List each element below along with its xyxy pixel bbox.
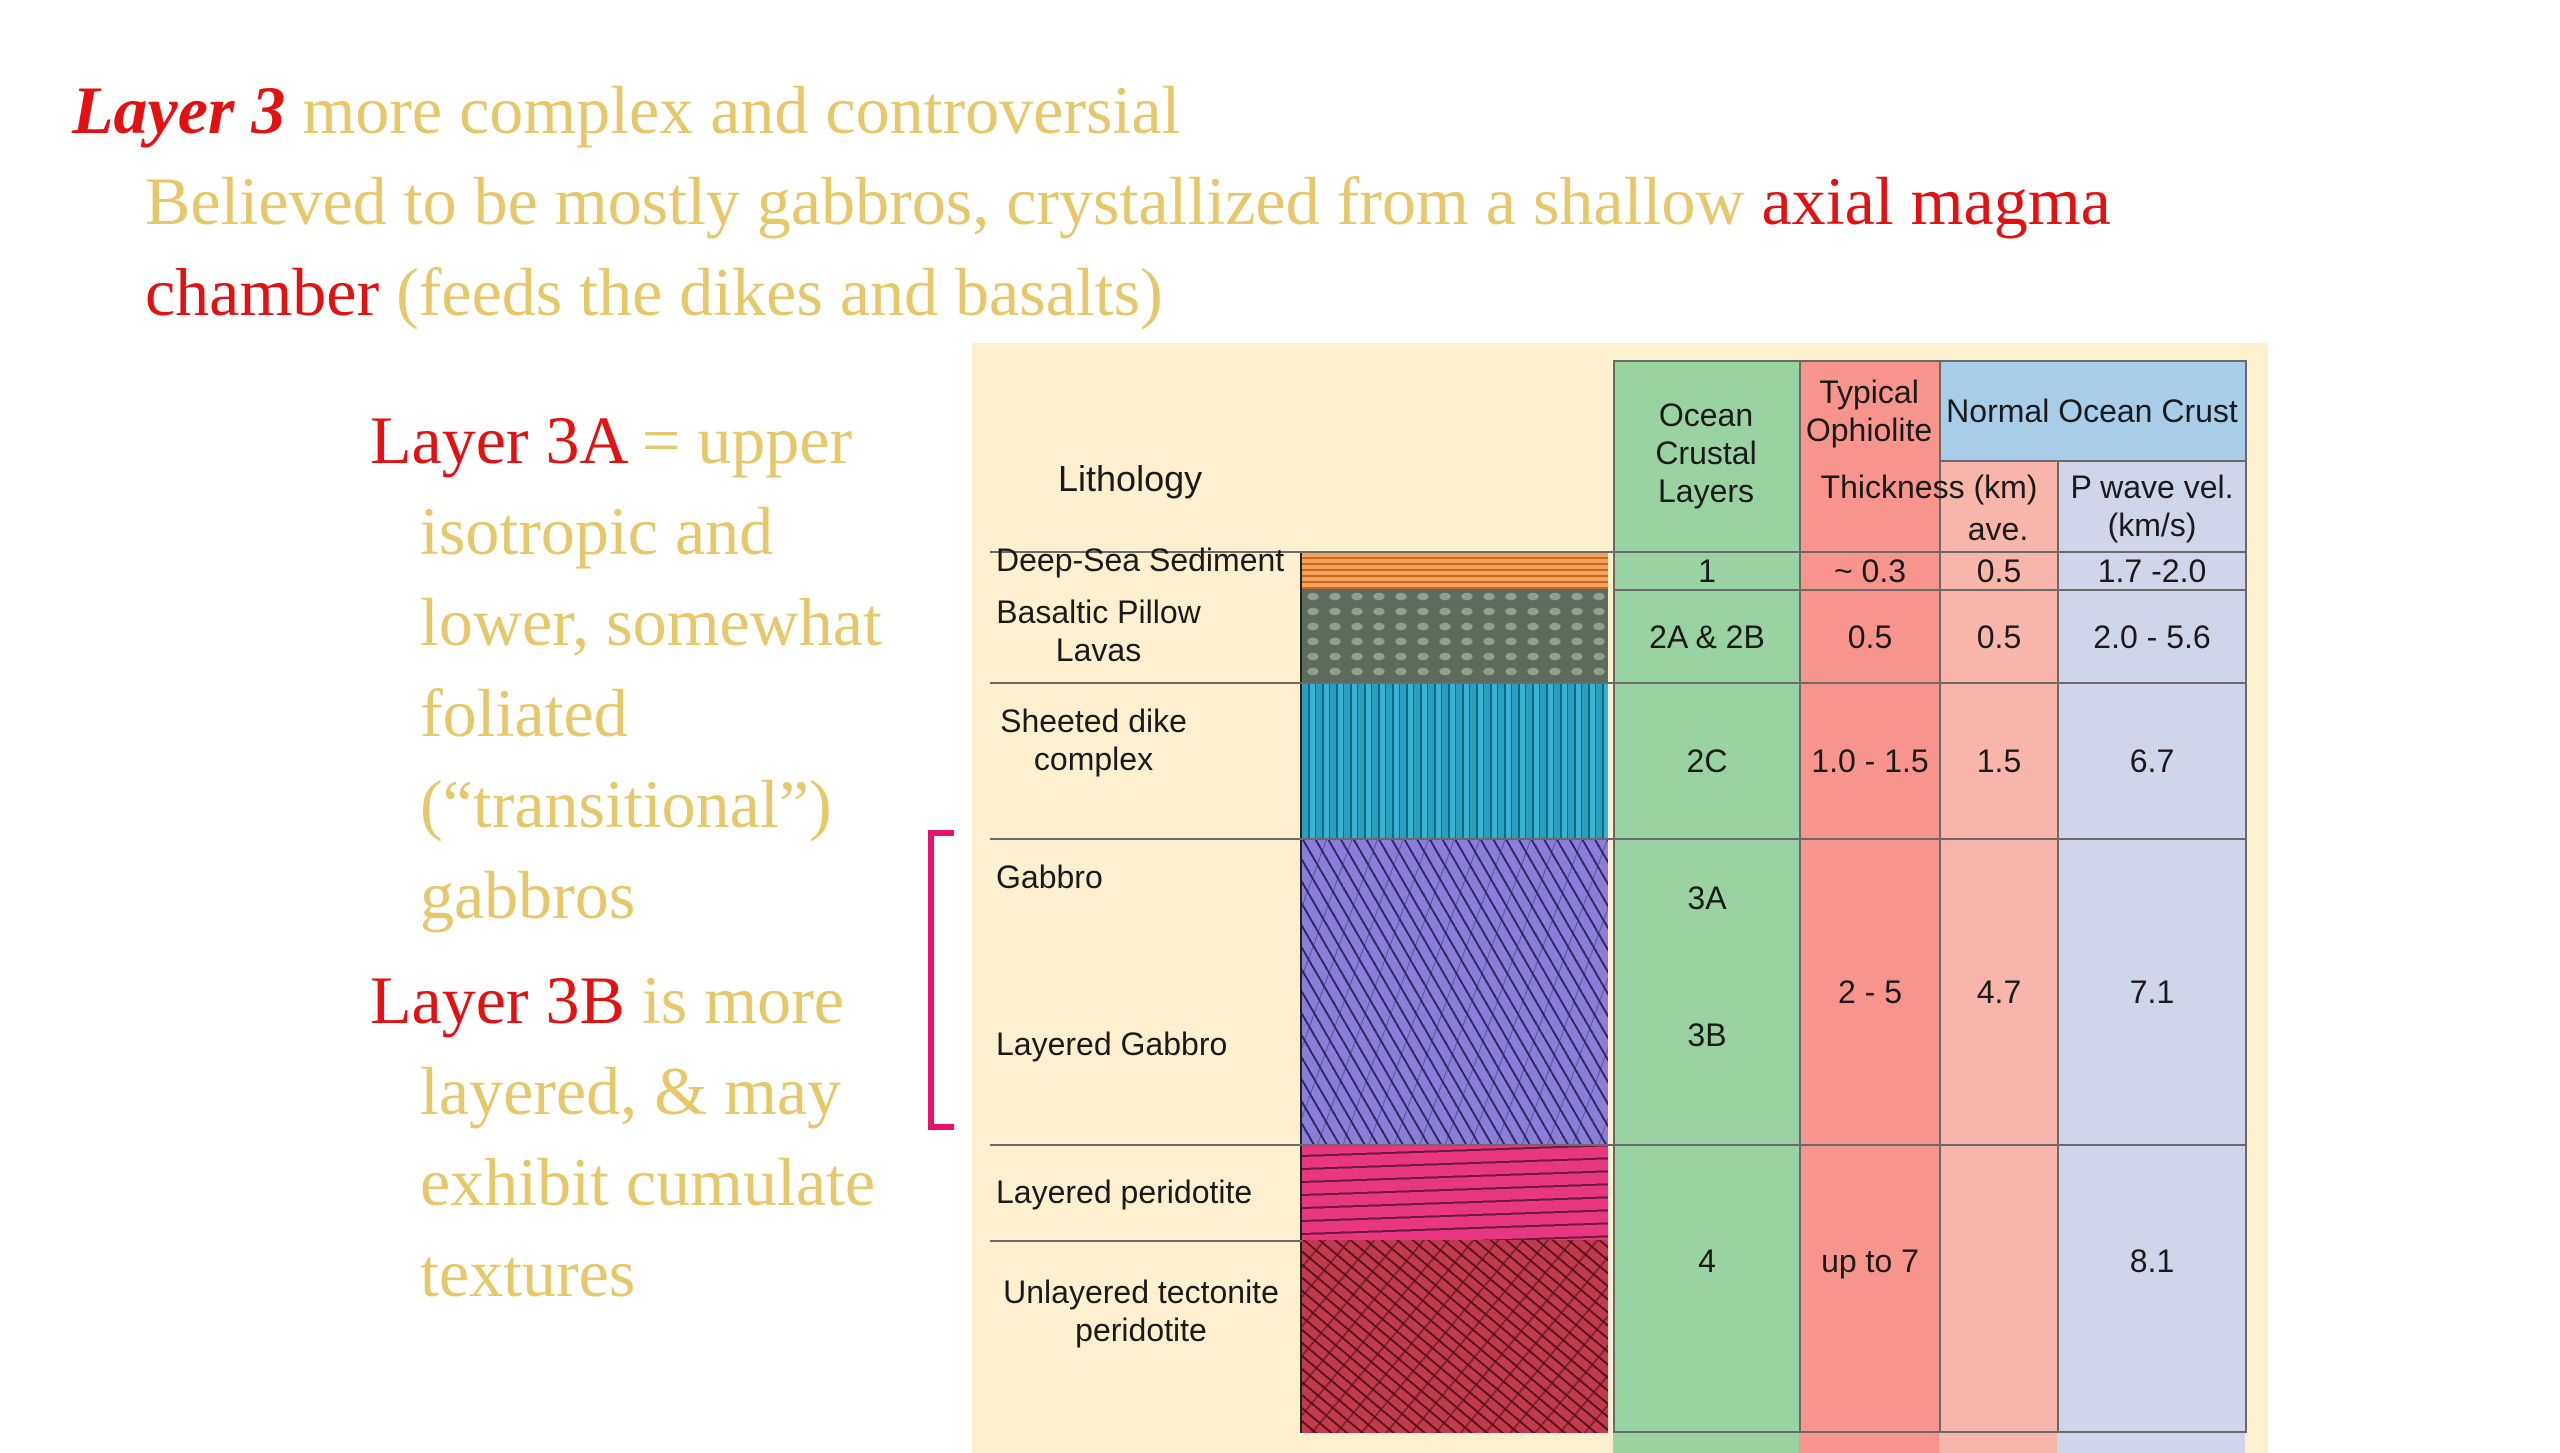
layer-3a-line: foliated <box>420 675 628 751</box>
grid-line <box>1613 360 2245 362</box>
table-cell: ~ 0.3 <box>1833 553 1907 589</box>
table-cell: up to 7 <box>1821 1243 1919 1279</box>
title-rest: more complex and controversial <box>285 72 1181 148</box>
description-text: Believed to be mostly gabbros, crystallized from a shallow <box>145 163 1762 239</box>
table-cell: 2C <box>1686 743 1728 779</box>
description-line-1 <box>145 163 2111 239</box>
table-cell: 6.7 <box>2129 743 2175 779</box>
layer-3b-label: Layer 3B <box>370 962 625 1038</box>
grid-line <box>1939 460 2245 462</box>
lith-label-gabbro: Gabbro <box>996 859 1103 895</box>
table-cell: 1.5 <box>1976 743 2022 779</box>
sediment-stratum <box>1302 553 1608 589</box>
ave-header: ave. <box>1967 511 2029 547</box>
layer-3a-label: Layer 3A <box>370 402 625 478</box>
table-cell: 3A <box>1687 880 1727 916</box>
lith-label-sheeted-dikes: Sheeted dike complex <box>1000 703 1187 777</box>
pwave-header: P wave vel. (km/s) <box>2070 469 2234 543</box>
table-cell: 7.1 <box>2129 974 2175 1010</box>
layer-3a-description <box>370 395 882 941</box>
table-cell: 0.5 <box>1976 618 2022 655</box>
lith-label-sediment: Deep-Sea Sediment <box>996 542 1285 578</box>
layered-peridotite-stratum <box>1302 1144 1608 1240</box>
column-edge <box>1300 553 1302 1433</box>
grid-line <box>1613 1431 2245 1433</box>
layer-3a-line: isotropic and <box>420 493 774 569</box>
lith-label-tectonite: Unlayered tectonite peridotite <box>1003 1274 1279 1348</box>
pillow-lava-stratum <box>1302 589 1608 682</box>
table-cell: 0.5 <box>1847 618 1893 655</box>
axial-magma-highlight: axial magma <box>1761 163 2111 239</box>
sheeted-dike-stratum <box>1302 682 1608 838</box>
ocean-crust-figure <box>972 343 2268 1453</box>
chamber-highlight: chamber <box>145 254 380 330</box>
lith-label-pillow-lavas: Basaltic Pillow Lavas <box>996 594 1201 668</box>
layer-3b-line: exhibit cumulate <box>420 1144 876 1220</box>
slide-title <box>72 72 1181 148</box>
layer-3-bracket <box>928 830 954 1130</box>
lith-label-layered-peridotite: Layered peridotite <box>996 1174 1253 1210</box>
table-cell: 4 <box>1698 1243 1716 1279</box>
table-cell: 2.0 - 5.6 <box>2093 618 2211 655</box>
description-line-2 <box>145 254 1163 330</box>
normal-crust-header: Normal Ocean Crust <box>1946 393 2238 429</box>
table-cell: 1.0 - 1.5 <box>1811 743 1929 779</box>
layer-3a-line: (“transitional”) <box>420 766 832 842</box>
table-cell: 0.5 <box>1976 553 2022 589</box>
table-cell: 2A & 2B <box>1649 618 1765 655</box>
table-cell: 8.1 <box>2129 1243 2175 1279</box>
title-emphasis: Layer 3 <box>72 72 286 148</box>
lithology-header: Lithology <box>1058 458 1203 499</box>
table-cell <box>1941 1146 2057 1376</box>
lith-label-layered-gabbro: Layered Gabbro <box>996 1026 1228 1062</box>
table-cell: 2 - 5 <box>1837 974 1903 1010</box>
tectonite-stratum <box>1302 1240 1608 1433</box>
grid-line <box>2245 360 2247 1433</box>
layer-3b-line: textures <box>420 1235 636 1311</box>
description-text-2: (feeds the dikes and basalts) <box>379 254 1163 330</box>
layer-3a-line: gabbros <box>420 857 636 933</box>
thickness-header: Thickness (km) <box>1820 469 2038 505</box>
layer-3b-line: layered, & may <box>420 1053 842 1129</box>
grid-line <box>990 1240 1302 1242</box>
layer-3a-eq: = upper <box>624 402 853 478</box>
layer-3b-description <box>370 955 875 1319</box>
table-cell: 1.7 -2.0 <box>2097 553 2207 589</box>
table-cell: 3B <box>1687 1017 1727 1053</box>
table-cell: 1 <box>1698 553 1716 589</box>
gabbro-stratum <box>1302 838 1608 1144</box>
ocean-layers-header: Ocean Crustal Layers <box>1655 397 1757 509</box>
layer-3a-line: lower, somewhat <box>420 584 882 660</box>
table-cell: 4.7 <box>1976 974 2022 1010</box>
layer-3b-rest: is more <box>624 962 844 1038</box>
ophiolite-header: Typical Ophiolite <box>1805 374 1933 448</box>
